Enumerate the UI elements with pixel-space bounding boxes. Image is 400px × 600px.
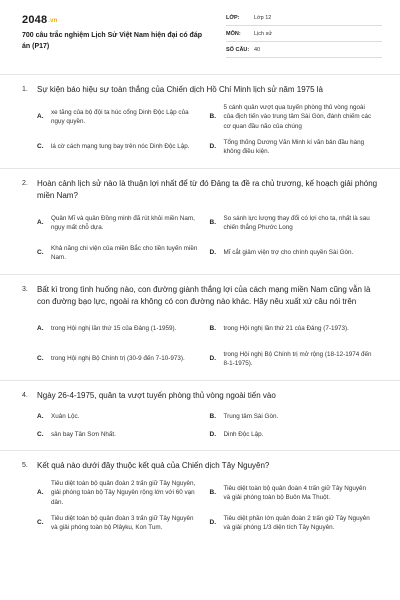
- question-stem: [22, 169, 378, 202]
- option-letter: D.: [209, 519, 216, 527]
- option-text: trong Hội nghị lần thứ 15 của Đảng (1-1959).: [51, 325, 177, 333]
- answer-options: [22, 314, 378, 380]
- option-letter: B.: [209, 413, 216, 421]
- answer-option[interactable]: [37, 344, 206, 374]
- answer-option[interactable]: [37, 508, 206, 538]
- question-2: [0, 168, 400, 274]
- option-text: So sánh lực lượng thay đổi có lợi cho ta, nhất là sau chiến thắng Phước Long: [223, 214, 370, 231]
- answer-options: [22, 408, 378, 450]
- question-text: Ngày 26-4-1975, quân ta vượt tuyến phòng thủ vòng ngoài tiến vào: [37, 391, 276, 400]
- option-text: Tiêu diệt phần lớn quân đoàn 2 trấn giữ Tây Nguyên và giải phóng 1/3 diện tích Tây Nguyên.: [223, 514, 370, 531]
- meta-row-class: [226, 10, 382, 26]
- question-stem: [22, 275, 378, 308]
- option-text: lá cờ cách mạng tung bay trên nóc Dinh Độc Lập.: [51, 143, 190, 151]
- question-1: [0, 74, 400, 168]
- question-number: 3.: [22, 286, 28, 293]
- question-text: Hoàn cảnh lịch sử nào là thuận lợi nhất để từ đó Đảng ta đề ra chủ trương, kế hoạch giải phóng miền Nam?: [37, 179, 378, 200]
- answer-options: [22, 208, 378, 274]
- option-letter: B.: [209, 113, 216, 121]
- option-text: trong Hội nghị lần thứ 21 của Đảng (7-1973).: [223, 325, 349, 333]
- option-text: trong Hội nghị Bộ Chính trị mở rộng (18-12-1974 đến 8-1-1975).: [223, 350, 372, 367]
- option-letter: A.: [37, 413, 44, 421]
- option-text: Khả năng chi viện của miền Bắc cho tiền tuyến miền Nam.: [51, 244, 198, 261]
- option-letter: A.: [37, 113, 44, 121]
- question-number: 4.: [22, 392, 28, 399]
- option-letter: D.: [209, 143, 216, 151]
- meta-value: 40: [254, 46, 261, 53]
- meta-row-count: [226, 42, 382, 58]
- option-text: 5 cánh quân vượt qua tuyến phòng thủ vòng ngoài của địch tiến vào trung tâm Sài Gòn, đánh chiếm các cơ quan đầu não của chúng: [223, 103, 372, 130]
- answer-option[interactable]: [210, 478, 379, 508]
- meta-row-subject: [226, 26, 382, 42]
- meta-key: SỐ CÂU:: [226, 46, 250, 53]
- option-letter: B.: [209, 219, 216, 227]
- option-text: xe tăng của bộ đội ta húc cổng Dinh Độc Lập của ngụy quyền.: [51, 108, 189, 125]
- option-letter: D.: [209, 355, 216, 363]
- page-header: [0, 0, 400, 70]
- meta-key: MÔN:: [226, 30, 241, 37]
- question-4: [0, 380, 400, 450]
- answer-option[interactable]: [37, 426, 206, 444]
- answer-option[interactable]: [210, 208, 379, 238]
- answer-option[interactable]: [37, 314, 206, 344]
- meta-key: LỚP:: [226, 14, 240, 21]
- option-letter: C.: [37, 431, 44, 439]
- question-number: 2.: [22, 180, 28, 187]
- answer-option[interactable]: [210, 132, 379, 162]
- option-text: Tiêu diệt toàn bộ quân đoàn 3 trấn giữ Tây Nguyên và giải phóng toàn bộ Plâyku, Kon Tum.: [51, 514, 194, 531]
- option-letter: A.: [37, 325, 44, 333]
- option-letter: B.: [209, 325, 216, 333]
- answer-options: [22, 478, 378, 544]
- question-number: 1.: [22, 86, 28, 93]
- option-letter: B.: [209, 489, 216, 497]
- option-letter: A.: [37, 219, 44, 227]
- meta-value: Lớp 12: [254, 14, 272, 21]
- document-title: 700 câu trắc nghiệm Lịch Sử Việt Nam hiện đại có đáp án (P17): [22, 32, 202, 50]
- option-letter: D.: [209, 431, 216, 439]
- option-text: Quân Mĩ và quân Đồng minh đã rút khỏi miền Nam, ngụy mất chỗ dựa.: [51, 214, 195, 231]
- option-letter: A.: [37, 489, 44, 497]
- option-text: trong Hội nghị Bộ Chính trị (30-9 đến 7-10-973).: [51, 355, 185, 363]
- option-letter: C.: [37, 143, 44, 151]
- option-text: Xuân Lộc.: [51, 413, 80, 421]
- option-text: Tiêu diệt toàn bộ quân đoàn 4 trấn giữ Tây Nguyên và giải phóng toàn bộ Buôn Ma Thuột.: [223, 484, 366, 501]
- answer-option[interactable]: [37, 208, 206, 238]
- option-letter: C.: [37, 249, 44, 257]
- document-meta: [226, 10, 382, 58]
- answer-option[interactable]: [210, 426, 379, 444]
- question-stem: [22, 75, 378, 96]
- question-text: Sự kiện báo hiệu sự toàn thắng của Chiến dịch Hồ Chí Minh lịch sử năm 1975 là: [37, 85, 324, 94]
- question-text: Bất kì trong tình huống nào, con đường giành thắng lợi của cách mạng miền Nam cũng vẫn là con đường bạo lực, ngoài ra không có con đường nào khác. Hãy nêu xuất xứ câu nói trên: [37, 285, 371, 306]
- answer-option[interactable]: [37, 238, 206, 268]
- answer-option[interactable]: [210, 238, 379, 268]
- question-text: Kết quả nào dưới đây thuộc kết quả của Chiến dịch Tây Nguyên?: [37, 461, 270, 470]
- logo-suffix: .vn: [48, 18, 58, 24]
- answer-option[interactable]: [37, 102, 206, 132]
- answer-option[interactable]: [210, 314, 379, 344]
- answer-option[interactable]: [210, 408, 379, 426]
- answer-option[interactable]: [210, 102, 379, 132]
- site-logo[interactable]: [22, 14, 58, 26]
- option-text: Dinh Độc Lập.: [223, 431, 264, 439]
- answer-option[interactable]: [37, 478, 206, 508]
- question-5: [0, 450, 400, 544]
- question-number: 5.: [22, 462, 28, 469]
- answer-option[interactable]: [37, 132, 206, 162]
- answer-option[interactable]: [210, 508, 379, 538]
- answer-option[interactable]: [37, 408, 206, 426]
- question-list: [0, 74, 400, 544]
- option-letter: D.: [209, 249, 216, 257]
- meta-value: Lịch sử: [254, 30, 273, 37]
- question-stem: [22, 381, 378, 402]
- logo-main: 2048: [22, 14, 48, 26]
- answer-options: [22, 102, 378, 168]
- option-letter: C.: [37, 355, 44, 363]
- option-text: Mĩ cắt giảm viện trợ cho chính quyền Sài Gòn.: [223, 249, 354, 257]
- answer-option[interactable]: [210, 344, 379, 374]
- option-text: sân bay Tân Sơn Nhất.: [51, 431, 116, 439]
- option-text: Tiêu diệt toàn bộ quân đoàn 2 trấn giữ Tây Nguyên, giải phóng toàn bộ Tây Nguyên rộng lớn với 60 vạn dân.: [51, 479, 196, 506]
- option-text: Trung tâm Sài Gòn.: [223, 413, 279, 421]
- option-text: Tổng thống Dương Văn Minh kí văn bản đầu hàng không điều kiện.: [223, 138, 365, 155]
- question-stem: [22, 451, 378, 472]
- question-3: [0, 274, 400, 380]
- option-letter: C.: [37, 519, 44, 527]
